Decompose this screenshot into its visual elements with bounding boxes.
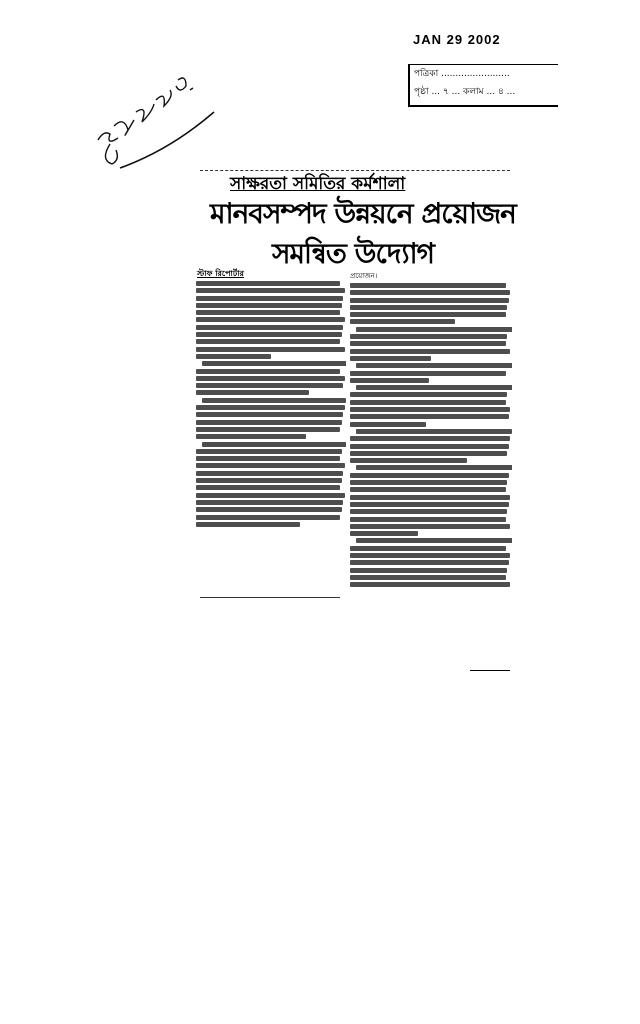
body-text-line (196, 369, 340, 374)
body-text-line (350, 283, 506, 288)
body-text-line (202, 398, 346, 403)
body-text-line (350, 392, 507, 397)
body-text-line (196, 339, 340, 344)
body-text-line (350, 290, 510, 295)
body-text-line (350, 312, 506, 317)
body-text-line (196, 478, 342, 483)
body-text-line (196, 354, 271, 359)
body-text-line (350, 473, 509, 478)
body-text-line (196, 332, 342, 337)
body-text-line (350, 582, 510, 587)
body-text-line (350, 334, 507, 339)
body-text-line (350, 502, 509, 507)
body-text-line (350, 524, 510, 529)
article-end-mark (470, 670, 510, 671)
body-text-line (196, 463, 345, 468)
newspaper-field: পত্রিকা ........................ (414, 69, 510, 79)
body-text-line (350, 487, 506, 492)
body-text-line (356, 429, 512, 434)
body-text-line (350, 378, 429, 383)
body-text-line (196, 288, 345, 293)
body-text-line (356, 327, 512, 332)
body-text-line (350, 305, 507, 310)
body-text-line (350, 531, 418, 536)
body-text-line (350, 568, 507, 573)
body-text-line (196, 434, 306, 439)
body-text-line (350, 560, 509, 565)
body-text-line (350, 341, 506, 346)
column-end-rule (200, 597, 340, 598)
body-text-line (350, 436, 510, 441)
body-text-line (356, 385, 512, 390)
body-text-line (196, 507, 342, 512)
body-text-line (196, 376, 345, 381)
page-column-field: পৃষ্ঠা ... ৭ ... কলাম ... ৪ ... (414, 87, 516, 97)
body-text-line (196, 456, 340, 461)
body-text-line (350, 400, 506, 405)
body-text-line (350, 553, 510, 558)
body-text-line (196, 515, 340, 520)
body-text-line (196, 383, 343, 388)
body-text-line (196, 281, 340, 286)
body-text-line (196, 471, 343, 476)
clipping-reference-box (408, 64, 558, 107)
byline: স্টাফ রিপোর্টার (197, 269, 244, 278)
headline-line-2: সমন্বিত উদ্যোগ (272, 237, 435, 270)
body-text-line (350, 495, 510, 500)
body-text-line (196, 310, 340, 315)
right-column-opening: প্রয়োজন। (350, 272, 378, 280)
body-text-line (350, 575, 506, 580)
body-text-line (196, 296, 343, 301)
body-text-line (196, 412, 343, 417)
body-text-line (196, 493, 345, 498)
body-text-line (202, 361, 346, 366)
body-text-line (350, 422, 426, 427)
body-text-line (196, 449, 342, 454)
body-text-line (196, 390, 309, 395)
body-text-line (356, 538, 512, 543)
body-text-line (350, 480, 507, 485)
body-text-line (350, 371, 506, 376)
received-date-stamp: JAN 29 2002 (413, 32, 501, 47)
article-body-column-left (196, 279, 346, 597)
body-text-line (196, 347, 345, 352)
headline-line-1: মানবসম্পদ উন্নয়নে প্রয়োজন (210, 197, 516, 230)
body-text-line (196, 420, 342, 425)
body-text-line (196, 325, 343, 330)
article-kicker: সাক্ষরতা সমিতির কর্মশালা (230, 174, 406, 194)
body-text-line (350, 546, 506, 551)
body-text-line (196, 303, 342, 308)
body-text-line (196, 522, 300, 527)
body-text-line (350, 414, 509, 419)
body-text-line (350, 458, 467, 463)
body-text-line (350, 319, 455, 324)
body-text-line (350, 517, 506, 522)
body-text-line (350, 444, 509, 449)
body-text-line (350, 407, 510, 412)
handwritten-note-signature (90, 60, 220, 170)
body-text-line (350, 349, 510, 354)
body-text-line (350, 298, 509, 303)
body-text-line (350, 356, 431, 361)
body-text-line (350, 451, 507, 456)
body-text-line (196, 405, 345, 410)
body-text-line (356, 363, 512, 368)
body-text-line (356, 465, 512, 470)
body-text-line (196, 500, 343, 505)
body-text-line (196, 485, 340, 490)
body-text-line (202, 442, 346, 447)
article-body-column-right (350, 272, 512, 668)
body-text-line (350, 509, 507, 514)
body-text-line (196, 427, 340, 432)
body-text-line (196, 317, 345, 322)
